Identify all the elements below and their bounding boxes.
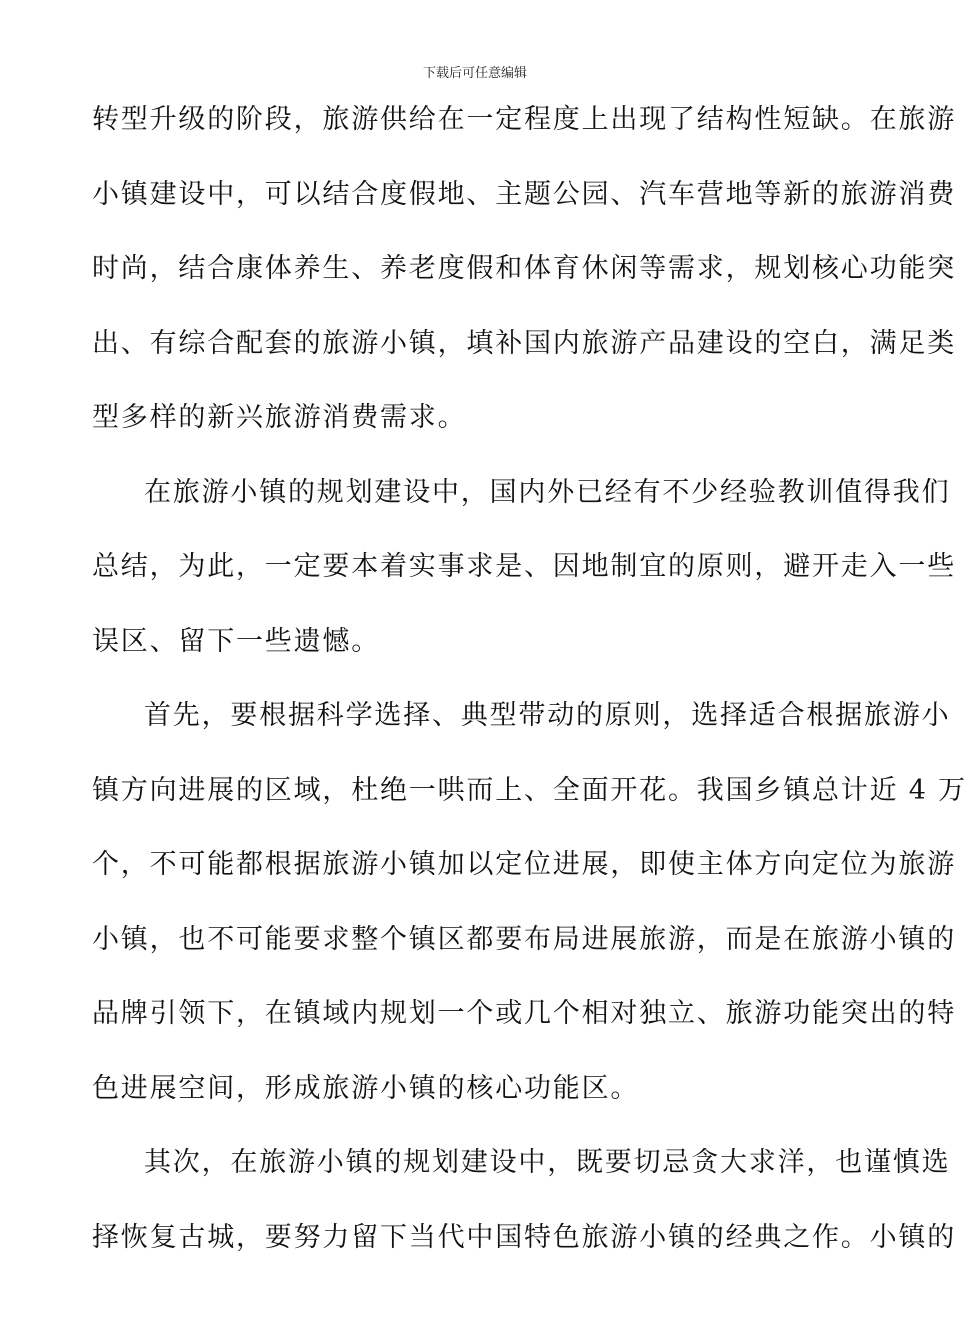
text-line: 小镇，也不可能要求整个镇区都要布局进展旅游，而是在旅游小镇的 — [92, 923, 956, 955]
text-line: 镇方向进展的区域，杜绝一哄而上、全面开花。我国乡镇总计近 4 万 — [92, 774, 967, 806]
paragraph-first-line: 首先，要根据科学选择、典型带动的原则，选择适合根据旅游小 — [144, 700, 951, 731]
paragraph-first-line: 其次，在旅游小镇的规划建设中，既要切忌贪大求洋，也谨慎选 — [144, 1147, 951, 1178]
text-line: 误区、留下一些遗憾。 — [92, 625, 380, 657]
paragraph-first-line: 在旅游小镇的规划建设中，国内外已经有不少经验教训值得我们 — [144, 476, 951, 508]
text-line: 型多样的新兴旅游消费需求。 — [92, 402, 467, 433]
text-line: 转型升级的阶段，旅游供给在一定程度上出现了结构性短缺。在旅游 — [92, 104, 956, 135]
text-line: 时尚，结合康体养生、养老度假和体育休闲等需求，规划核心功能突 — [92, 253, 956, 284]
body-text — [92, 100, 967, 1292]
text-line: 择恢复古城，要努力留下当代中国特色旅游小镇的经典之作。小镇的 — [92, 1221, 956, 1253]
text-line: 个，不可能都根据旅游小镇加以定位进展，即使主体方向定位为旅游 — [92, 849, 956, 880]
page-header: 下载后可任意编辑 — [422, 66, 527, 81]
text-line: 总结，为此，一定要本着实事求是、因地制宜的原则，避开走入一些 — [92, 551, 956, 582]
text-line: 色进展空间，形成旅游小镇的核心功能区。 — [92, 1072, 640, 1104]
text-line: 品牌引领下，在镇域内规划一个或几个相对独立、旅游功能突出的特 — [92, 998, 956, 1029]
text-line: 出、有综合配套的旅游小镇，填补国内旅游产品建设的空白，满足类 — [92, 327, 956, 359]
text-line: 小镇建设中，可以结合度假地、主题公园、汽车营地等新的旅游消费 — [92, 178, 956, 210]
